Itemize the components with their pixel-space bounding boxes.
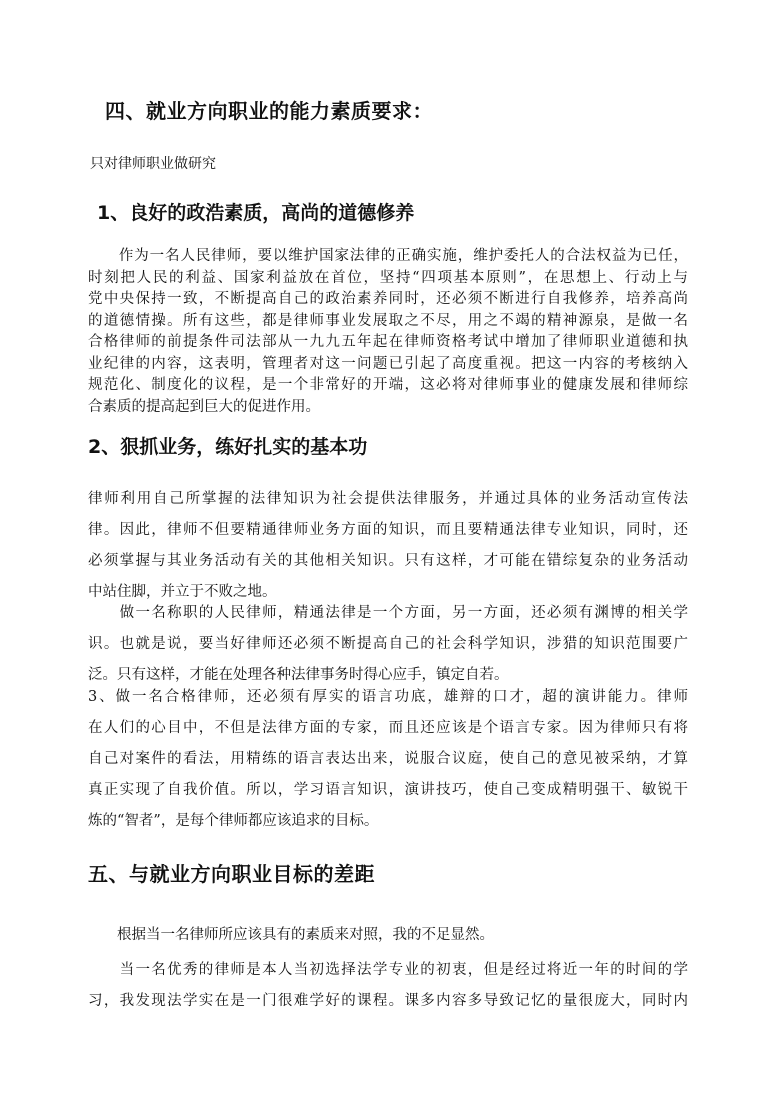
text-line: 3、做一名合格律师，还必须有厚实的语言功底，雄辩的口才，超的演讲能力。律师 [88,689,688,705]
text-line: 业纪律的内容，这表明，管理者对这一问题已引起了高度重视。把这一内容的考核纳入 [88,355,688,372]
text-line: 在人们的心目中，不但是法律方面的专家，而且还应该是个语言专家。因为律师只有将 [88,720,688,736]
text-line: 中站住脚，并立于不败之地。 [88,584,277,600]
text-line: 自己对案件的看法，用精练的语言表达出来，说服合议庭，使自己的意见被采纳，才算 [88,751,688,767]
paragraph-study-difficulty [88,955,688,1017]
text-line: 规范化、制度化的议程，是一个非常好的开端，这必将对律师事业的健康发展和律师综 [88,377,688,393]
paragraph-moral-quality [88,246,688,418]
paragraph-language-skills [88,682,688,837]
text-line: 的道德情操。所有这些，都是律师事业发展取之不尽，用之不竭的精神源泉，是做一名 [88,312,688,329]
section-five-heading: 五、与就业方向职业目标的差距 [88,862,375,886]
text-line: 作为一名人民律师，要以维护国家法律的正确实施，维护委托人的合法权益为已任， [88,248,688,264]
text-line: 党中央保持一致，不断提高自己的政治素养同时，还必须不断进行自我修养，培养高尚 [88,291,688,307]
text-line: 合素质的提高起到巨大的促进作用。 [88,398,320,415]
text-line: 做一名称职的人民律师，精通法律是一个方面，另一方面，还必须有渊博的相关学 [88,605,688,621]
text-line: 当一名优秀的律师是本人当初选择法学专业的初衷，但是经过将近一年的时间的学 [88,962,688,978]
text-line: 律。因此，律师不但要精通律师业务方面的知识，而且要精通法律专业知识，同时，还 [88,522,688,538]
text-line: 合格律师的前提条件司法部从一九九五年起在律师资格考试中增加了律师职业道德和执 [88,334,688,350]
text-line: 识。也就是说，要当好律师还必须不断提高自己的社会科学知识，涉猎的知识范围要广 [88,636,688,652]
paragraph-gap-intro [88,920,688,951]
paragraph-legal-knowledge [88,484,688,608]
text-line: 根据当一名律师所应该具有的素质来对照，我的不足显然。 [88,927,494,943]
text-line: 习，我发现法学实在是一门很难学好的课程。课多内容多导致记忆的量很庞大，同时内 [88,993,688,1009]
paragraph-broad-knowledge [88,598,688,691]
section-four-heading: 四、就业方向职业的能力素质要求： [105,99,433,123]
text-line: 泛。只有这样，才能在处理各种法律事务时得心应手，镇定自若。 [88,667,509,683]
text-line: 必须掌握与其业务活动有关的其他相关知识。只有这样，才可能在错综复杂的业务活动 [88,553,688,569]
item-two-heading: 2、狠抓业务，练好扎实的基本功 [88,436,368,458]
text-line: 律师利用自己所掌握的法律知识为社会提供法律服务，并通过具体的业务活动宣传法 [88,491,688,507]
item-one-heading: 1、良好的政浩素质，高尚的道德修养 [97,202,415,224]
text-line: 时刻把人民的利益、国家利益放在首位，坚持“四项基本原则”，在思想上、行动上与 [88,269,688,286]
text-line: 炼的“智者”，是每个律师都应该追求的目标。 [88,813,379,829]
research-scope-note: 只对律师职业做研究 [90,156,216,172]
text-line: 真正实现了自我价值。所以，学习语言知识，演讲技巧，使自己变成精明强干、敏锐干 [88,782,688,798]
